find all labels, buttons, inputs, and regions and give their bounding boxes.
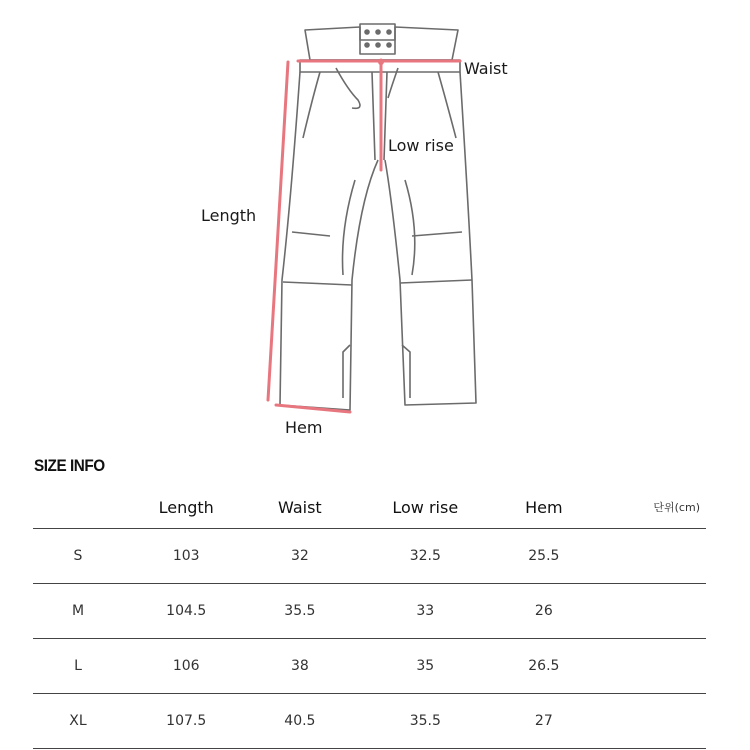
header-size (33, 486, 123, 529)
waist-cell: 32 (249, 529, 350, 584)
table-row (33, 529, 706, 584)
waist-cell: 38 (249, 639, 350, 694)
hem-cell: 25.5 (500, 529, 587, 584)
waistband-outline (305, 27, 458, 60)
header-hem: Hem (500, 486, 587, 529)
table-row (33, 639, 706, 694)
length-measure-line (268, 62, 288, 400)
low-rise-cell: 32.5 (350, 529, 500, 584)
buckle-plate (360, 24, 395, 54)
low-rise-cell: 33 (350, 584, 500, 639)
length-cell: 104.5 (123, 584, 249, 639)
hem-cell: 26.5 (500, 639, 587, 694)
length-label: Length (201, 206, 257, 225)
right-leg-outline (385, 72, 476, 405)
size-cell: L (33, 639, 123, 694)
low-rise-cell: 35 (350, 639, 500, 694)
size-cell: M (33, 584, 123, 639)
size-table (33, 486, 706, 749)
waist-cell: 40.5 (249, 694, 350, 749)
size-cell: S (33, 529, 123, 584)
empty-cell (587, 639, 706, 694)
length-cell: 106 (123, 639, 249, 694)
low-rise-label: Low rise (388, 136, 454, 155)
header-length: Length (123, 486, 249, 529)
waist-label: Waist (464, 59, 508, 78)
size-cell: XL (33, 694, 123, 749)
empty-cell (587, 529, 706, 584)
hem-cell: 27 (500, 694, 587, 749)
length-cell: 107.5 (123, 694, 249, 749)
length-cell: 103 (123, 529, 249, 584)
empty-cell (587, 694, 706, 749)
low-rise-cell: 35.5 (350, 694, 500, 749)
hem-label: Hem (285, 418, 323, 437)
left-leg-outline (280, 72, 378, 410)
header-waist: Waist (249, 486, 350, 529)
header-low-rise: Low rise (350, 486, 500, 529)
table-header-row (33, 486, 706, 529)
empty-cell (587, 584, 706, 639)
table-row (33, 694, 706, 749)
size-info-title: SIZE INFO (34, 456, 105, 475)
waist-cell: 35.5 (249, 584, 350, 639)
table-row (33, 584, 706, 639)
unit-label: 단위(cm) (587, 486, 706, 529)
hem-cell: 26 (500, 584, 587, 639)
